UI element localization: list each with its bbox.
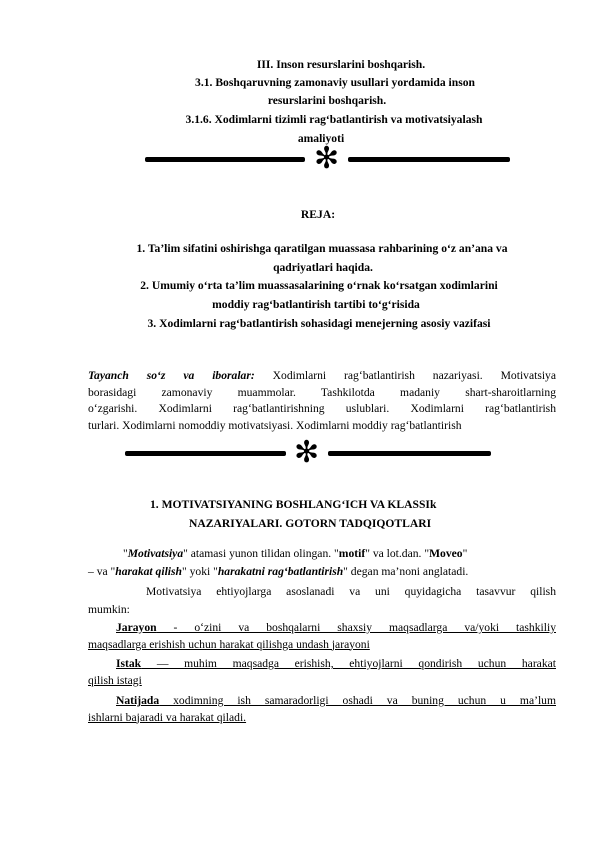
keywords-paragraph: Tayanch so‘z va iboralar: Xodimlarni rag‘batlantirish nazariyasi. Motivatsiya borasidagi zamonaviy muammolar. Tashkilotda madaniy shart-sharoitlarning o‘zgarishi. Xodimlarni rag‘batlantirishning uslublari. Xodimlarni rag‘batlantirish turlari. Xodimlarni nomoddiy motivatsiyasi. Xodimlarni moddiy rag‘batlantirish bbox=[88, 369, 556, 432]
motivation-definition-cont: – va "harakat qilish" yoki "harakatni rag‘batlantirish" degan ma’noni anglatadi. bbox=[88, 565, 469, 578]
section-title: 3.1. Boshqaruvning zamonaviy usullari yordamida inson bbox=[195, 76, 475, 89]
section-heading: 1. MOTIVATSIYANING BOSHLANG‘ICH VA KLASSIk bbox=[150, 498, 437, 511]
subsection-title: 3.1.6. Xodimlarni tizimli rag‘batlantirish va motivatsiyalash bbox=[185, 113, 483, 126]
plan-item-1-cont: qadriyatlari haqida. bbox=[273, 261, 373, 274]
motivation-definition: "Motivatsiya" atamasi yunon tilidan olingan. "motif" va lot.dan. "Moveo" bbox=[123, 547, 468, 560]
separator-bar-left-2 bbox=[125, 451, 286, 456]
plan-item-3: 3. Xodimlarni rag‘batlantirish sohasidagi menejerning asosiy vazifasi bbox=[147, 317, 491, 330]
desire-definition: Istak — muhim maqsadga erishish, ehtiyojlarni qondirish uchun harakat qilish istagi bbox=[88, 657, 556, 687]
separator-bar-right-2 bbox=[328, 451, 491, 456]
plan-item-1: 1. Ta’lim sifatini oshirishga qaratilgan muassasa rahbarining o‘z an’ana va bbox=[136, 242, 508, 255]
plan-title: REJA: bbox=[300, 208, 336, 221]
motivation-basis: Motivatsiya ehtiyojlarga asoslanadi va uni quyidagicha tasavvur qilish bbox=[146, 585, 556, 598]
subsection-title-cont: amaliyoti bbox=[297, 132, 345, 145]
chapter-title: III. Inson resurslarini boshqarish. bbox=[256, 58, 426, 71]
section-title-cont: resurslarini boshqarish. bbox=[267, 94, 387, 107]
process-definition: Jarayon - o‘zini va boshqalarni shaxsiy maqsadlarga va/yoki tashkiliy maqsadlarga erishish uchun harakat qilishga undash jarayoni bbox=[88, 621, 556, 651]
plan-item-2: 2. Umumiy o‘rta ta’lim muassasalarining o‘rnak ko‘rsatgan xodimlarini bbox=[140, 279, 498, 292]
motivation-basis-cont: mumkin: bbox=[88, 603, 130, 616]
plan-item-2-cont: moddiy rag‘batlantirish tartibi to‘g‘risida bbox=[212, 298, 420, 311]
section-heading-cont: NAZARIYALARI. GOTORN TADQIQOTLARI bbox=[189, 517, 432, 530]
result-definition: Natijada xodimning ish samaradorligi oshadi va buning uchun u ma’lum ishlarni bajaradi va harakat qiladi. bbox=[88, 694, 556, 724]
separator-bar-left bbox=[145, 157, 305, 162]
asterisk-ornament-icon-2: ✻ bbox=[294, 435, 320, 470]
separator-bar-right bbox=[348, 157, 510, 162]
asterisk-ornament-icon: ✻ bbox=[314, 141, 340, 176]
